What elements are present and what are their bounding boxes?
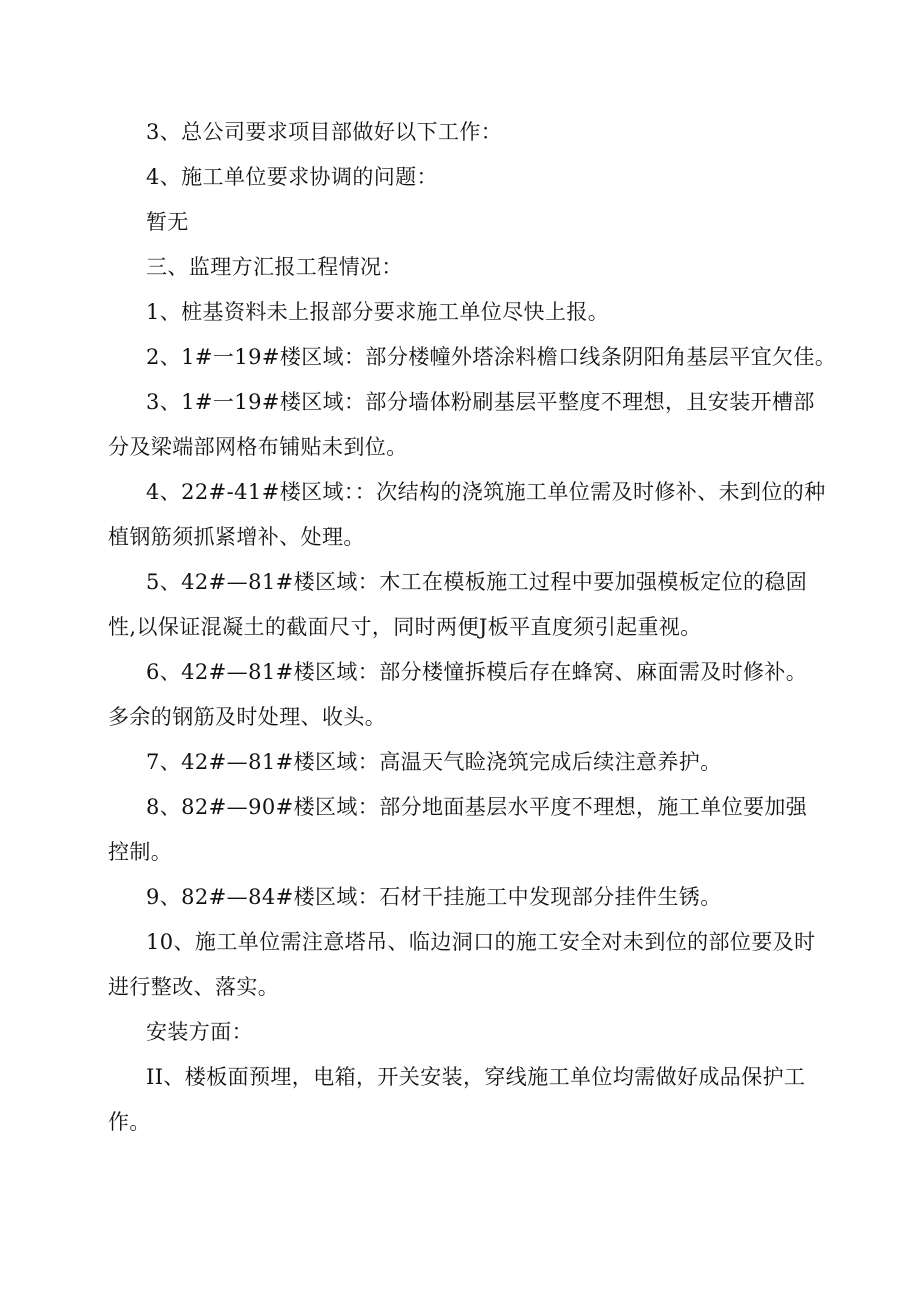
- report-item-4: 4、22#-41#楼区域：：次结构的浇筑施工单位需及时修补、未到位的种植钢筋须抓紧增补、处理。: [108, 480, 826, 549]
- none-for-now: 暂无: [146, 210, 189, 234]
- item-4-coordination-issues: 4、施工单位要求协调的问题：: [146, 165, 438, 189]
- report-item-9: 9、82#—84#楼区域：石材干挂施工中发现部分挂件生锈。: [146, 885, 722, 909]
- report-item-3: 3、1#一19#楼区域：部分墙体粉刷基层平整度不理想，且安装开槽部分及梁端部网格布铺贴未到位。: [108, 390, 815, 459]
- item-3-company-requirements: 3、总公司要求项目部做好以下工作：: [146, 120, 503, 144]
- report-item-6: 6、42#—81#楼区域：部分楼憧拆模后存在蜂窝、麻面需及时修补。多余的钢筋及时处理、收头。: [108, 660, 808, 729]
- document-body: [108, 110, 837, 1145]
- report-item-5: 5、42#—81#楼区域：木工在模板施工过程中要加强模板定位的稳固性,以保证混凝土的截面尺寸，同时两便J板平直度须引起重视。: [108, 570, 808, 639]
- report-item-8: 8、82#—90#楼区域：部分地面基层水平度不理想，施工单位要加强控制。: [108, 795, 808, 864]
- installation-item-ii: II、楼板面预埋，电箱，开关安装，穿线施工单位均需做好成品保护工作。: [108, 1065, 806, 1134]
- report-item-2: 2、1#一19#楼区域：部分楼幢外塔涂料檐口线条阴阳角基层平宜欠佳。: [146, 345, 837, 369]
- report-item-1: 1、桩基资料未上报部分要求施工单位尽快上报。: [146, 300, 610, 324]
- installation-heading: 安装方面：: [146, 1020, 253, 1044]
- report-item-7: 7、42#—81#楼区域：高温天气睑浇筑完成后续注意养护。: [146, 750, 722, 774]
- report-item-10: 10、施工单位需注意塔吊、临边洞口的施工安全对未到位的部位要及时进行整改、落实。: [108, 930, 816, 999]
- section-heading-supervision-report: 三、监理方汇报工程情况：: [146, 255, 403, 279]
